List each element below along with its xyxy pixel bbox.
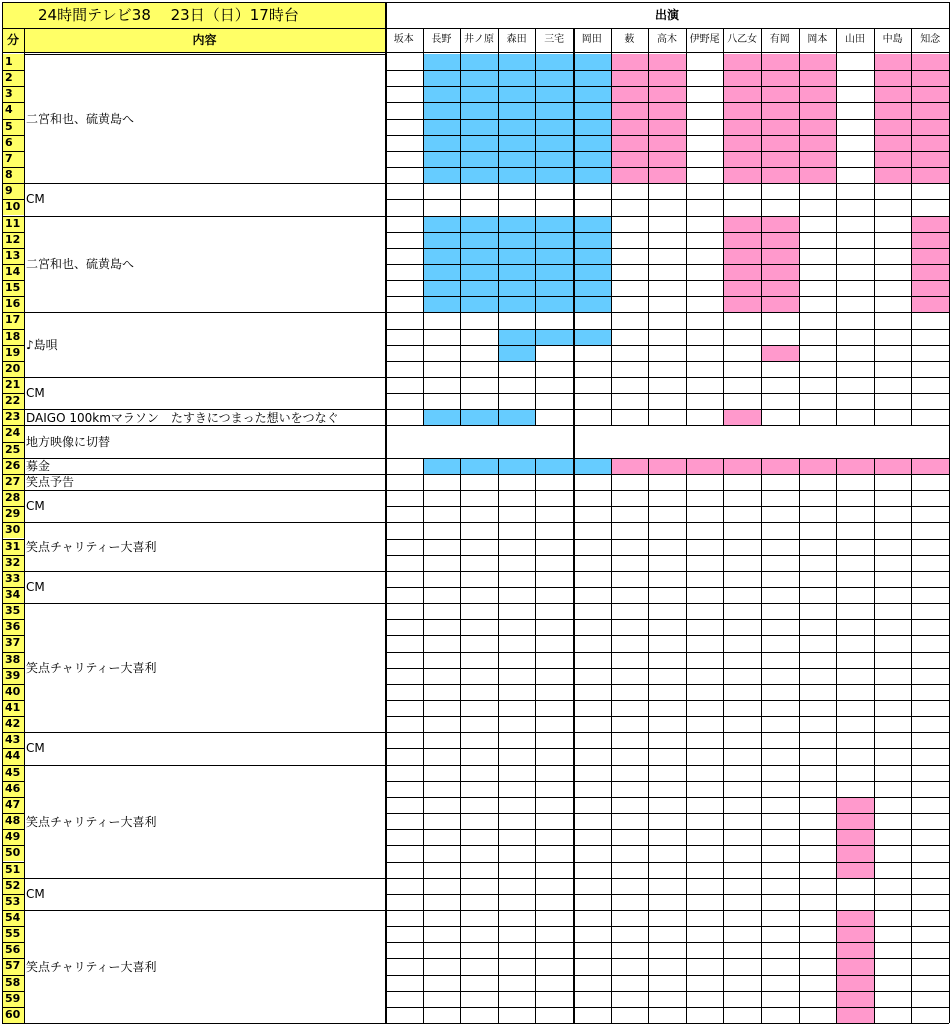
grid-line <box>385 280 949 281</box>
grid-line <box>385 506 949 507</box>
grid-line <box>385 377 949 378</box>
grid-line <box>535 28 536 425</box>
grid-line <box>2 280 24 281</box>
appearance-cell <box>423 458 461 474</box>
grid-line <box>385 619 949 620</box>
grid-line <box>2 571 24 572</box>
grid-line <box>2 135 24 136</box>
appearance-cell <box>686 458 724 474</box>
grid-line <box>24 409 385 410</box>
grid-line <box>2 748 24 749</box>
grid-line <box>385 1007 949 1008</box>
grid-line <box>498 458 499 1023</box>
appearance-cell <box>874 458 912 474</box>
grid-line <box>24 765 385 766</box>
grid-line <box>2 652 24 653</box>
minute-label: 18 <box>2 329 24 345</box>
grid-line <box>2 232 24 233</box>
grid-line <box>385 603 949 604</box>
grid-line <box>385 216 949 217</box>
minute-label: 50 <box>2 845 24 861</box>
grid-line <box>385 862 949 863</box>
appearance-cell <box>761 345 799 361</box>
program-segment: 募金 <box>24 458 385 474</box>
minute-label: 37 <box>2 635 24 651</box>
grid-line <box>2 684 24 685</box>
minute-label: 16 <box>2 296 24 312</box>
member-header-9: 伊野尾 <box>689 34 720 45</box>
grid-line <box>385 2 387 1023</box>
minute-label: 29 <box>2 506 24 522</box>
minute-label: 48 <box>2 813 24 829</box>
grid-line <box>686 458 687 1023</box>
grid-line <box>385 264 949 265</box>
grid-line <box>2 1007 24 1008</box>
member-header-11: 有岡 <box>769 34 790 45</box>
minute-label: 6 <box>2 135 24 151</box>
grid-line <box>385 522 949 523</box>
grid-line <box>723 458 724 1023</box>
member-header-6: 岡田 <box>581 34 602 45</box>
minute-label: 44 <box>2 748 24 764</box>
grid-line <box>686 28 687 425</box>
grid-line <box>2 216 24 217</box>
minute-label: 3 <box>2 86 24 102</box>
minute-label: 42 <box>2 716 24 732</box>
program-segment: 二宮和也、硫黄島へ <box>24 216 385 313</box>
grid-line <box>385 135 949 136</box>
minute-label: 41 <box>2 700 24 716</box>
minute-label: 12 <box>2 232 24 248</box>
minute-label: 8 <box>2 167 24 183</box>
grid-line <box>2 167 24 168</box>
grid-line <box>2 716 24 717</box>
minute-label: 43 <box>2 732 24 748</box>
grid-line <box>385 199 949 200</box>
grid-line <box>24 216 385 217</box>
grid-line <box>2 345 24 346</box>
grid-line <box>2 329 24 330</box>
grid-line <box>385 813 949 814</box>
minute-label: 55 <box>2 926 24 942</box>
minute-label: 23 <box>2 409 24 425</box>
member-header-7: 薮 <box>624 34 635 45</box>
member-header-5: 三宅 <box>544 34 565 45</box>
appearance-cell <box>648 458 686 474</box>
grid-line <box>723 28 724 425</box>
program-segment: ♪島唄 <box>24 312 385 377</box>
grid-line <box>24 571 385 572</box>
grid-line <box>2 700 24 701</box>
minute-label: 22 <box>2 393 24 409</box>
minute-label: 60 <box>2 1007 24 1023</box>
grid-line <box>2 409 24 410</box>
grid-line <box>2 603 24 604</box>
grid-line <box>2 361 24 362</box>
grid-line <box>2 490 24 491</box>
grid-line <box>385 151 949 152</box>
minute-label: 47 <box>2 797 24 813</box>
grid-line <box>2 635 24 636</box>
grid-line <box>385 345 949 346</box>
appearance-cell <box>573 329 611 345</box>
grid-line <box>24 425 385 426</box>
grid-line <box>24 603 385 604</box>
member-header-2: 長野 <box>431 34 452 45</box>
grid-line <box>423 28 424 425</box>
grid-line <box>2 813 24 814</box>
grid-line <box>2 183 24 184</box>
grid-line <box>423 458 424 1023</box>
appearance-cell <box>761 458 799 474</box>
grid-line <box>2 619 24 620</box>
grid-line <box>24 490 385 491</box>
grid-line <box>799 28 800 425</box>
minute-label: 28 <box>2 490 24 506</box>
grid-line <box>385 232 949 233</box>
appearance-cell <box>535 329 573 345</box>
minute-label: 19 <box>2 345 24 361</box>
minute-label: 15 <box>2 280 24 296</box>
minute-label: 52 <box>2 878 24 894</box>
grid-line <box>2 102 24 103</box>
grid-line <box>385 86 949 87</box>
grid-line <box>2 765 24 766</box>
grid-line <box>385 490 949 491</box>
minute-label: 27 <box>2 474 24 490</box>
program-segment: CM <box>24 183 385 215</box>
grid-line <box>2 926 24 927</box>
minute-label: 58 <box>2 975 24 991</box>
appearance-cell <box>498 409 536 425</box>
grid-line <box>799 458 800 1023</box>
grid-line <box>385 409 949 410</box>
grid-line <box>2 312 24 313</box>
program-segment: 笑点予告 <box>24 474 385 490</box>
program-segment: CM <box>24 732 385 764</box>
minute-label: 13 <box>2 248 24 264</box>
grid-line <box>385 393 949 394</box>
minute-label: 54 <box>2 910 24 926</box>
appearance-cell <box>799 458 837 474</box>
grid-line <box>385 975 949 976</box>
minute-label: 51 <box>2 862 24 878</box>
minute-label: 11 <box>2 216 24 232</box>
grid-line <box>535 458 536 1023</box>
member-header-12: 岡本 <box>807 34 828 45</box>
member-header-1: 坂本 <box>393 34 414 45</box>
minute-label: 21 <box>2 377 24 393</box>
minute-label: 35 <box>2 603 24 619</box>
grid-line <box>874 28 875 425</box>
grid-line <box>2 587 24 588</box>
grid-line <box>2 264 24 265</box>
content-column-header: 内容 <box>24 28 385 52</box>
minute-label: 40 <box>2 684 24 700</box>
appearance-cell <box>460 409 498 425</box>
appearance-cell <box>460 458 498 474</box>
minute-label: 25 <box>2 442 24 458</box>
grid-line <box>385 425 949 426</box>
minute-label: 33 <box>2 571 24 587</box>
grid-line <box>648 28 649 425</box>
member-header-3: 井ノ原 <box>463 34 494 45</box>
grid-line <box>385 652 949 653</box>
grid-line <box>385 668 949 669</box>
program-segment: CM <box>24 571 385 603</box>
program-segment: CM <box>24 490 385 522</box>
grid-line <box>24 474 385 475</box>
minute-label: 14 <box>2 264 24 280</box>
grid-line <box>911 28 912 425</box>
grid-line <box>2 458 24 459</box>
grid-line <box>836 28 837 425</box>
minute-label: 9 <box>2 183 24 199</box>
minute-label: 20 <box>2 361 24 377</box>
program-segment: DAIGO 100kmマラソン たすきにつまった想いをつなぐ <box>24 409 385 425</box>
grid-line <box>385 458 949 459</box>
grid-line <box>385 539 949 540</box>
grid-line <box>2 797 24 798</box>
appearance-cell <box>911 458 949 474</box>
grid-line <box>498 28 499 425</box>
minute-label: 24 <box>2 425 24 441</box>
grid-line <box>648 458 649 1023</box>
grid-line <box>385 894 949 895</box>
grid-line <box>24 910 385 911</box>
grid-line <box>385 555 949 556</box>
minute-label: 2 <box>2 70 24 86</box>
appearance-cell <box>611 458 649 474</box>
minute-label: 38 <box>2 652 24 668</box>
member-header-13: 山田 <box>844 34 865 45</box>
grid-line <box>385 183 949 184</box>
appearance-cell <box>423 409 461 425</box>
program-segment: 笑点チャリティー大喜利 <box>24 603 385 732</box>
grid-line <box>2 975 24 976</box>
grid-line <box>385 991 949 992</box>
minute-column-header: 分 <box>2 28 24 52</box>
grid-line <box>385 684 949 685</box>
minute-label: 31 <box>2 539 24 555</box>
minute-label: 26 <box>2 458 24 474</box>
minute-label: 10 <box>2 199 24 215</box>
grid-line <box>2 862 24 863</box>
grid-line <box>2 522 24 523</box>
minute-label: 5 <box>2 119 24 135</box>
appearance-cell <box>723 458 761 474</box>
grid-line <box>385 910 949 911</box>
minute-label: 46 <box>2 781 24 797</box>
grid-line <box>2 958 24 959</box>
grid-line <box>385 296 949 297</box>
grid-line <box>24 732 385 733</box>
program-segment: 笑点チャリティー大喜利 <box>24 522 385 570</box>
grid-line <box>761 458 762 1023</box>
member-header-4: 森田 <box>506 34 527 45</box>
minute-label: 53 <box>2 894 24 910</box>
minute-label: 57 <box>2 958 24 974</box>
grid-line <box>2 894 24 895</box>
member-header-8: 高木 <box>656 34 677 45</box>
grid-line <box>2 296 24 297</box>
grid-line <box>2 910 24 911</box>
grid-line <box>611 458 612 1023</box>
grid-line <box>385 571 949 572</box>
program-segment: 地方映像に切替 <box>24 425 949 457</box>
member-header-15: 知念 <box>920 34 941 45</box>
grid-line <box>385 765 949 766</box>
grid-line <box>385 942 949 943</box>
grid-line <box>385 312 949 313</box>
grid-line <box>2 199 24 200</box>
minute-label: 45 <box>2 765 24 781</box>
sheet-title: 24時間テレビ38 23日（日）17時台 <box>2 2 385 28</box>
grid-line <box>385 70 949 71</box>
grid-line <box>385 167 949 168</box>
minute-label: 30 <box>2 522 24 538</box>
grid-line <box>385 102 949 103</box>
grid-line <box>2 668 24 669</box>
grid-line <box>2 732 24 733</box>
minute-label: 49 <box>2 829 24 845</box>
grid-line <box>2 2 3 1023</box>
grid-line <box>2 942 24 943</box>
appearance-cell <box>723 409 761 425</box>
minute-label: 39 <box>2 668 24 684</box>
grid-line <box>24 458 385 459</box>
program-segment: 笑点チャリティー大喜利 <box>24 765 385 878</box>
grid-line <box>2 70 24 71</box>
grid-line <box>2 845 24 846</box>
grid-line <box>2 829 24 830</box>
appearance-cell <box>836 797 874 878</box>
minute-label: 4 <box>2 102 24 118</box>
appearance-cell <box>498 458 536 474</box>
grid-line <box>2 878 24 879</box>
appearance-cell <box>573 458 611 474</box>
grid-line <box>385 958 949 959</box>
grid-line <box>385 361 949 362</box>
grid-line <box>385 587 949 588</box>
grid-line <box>2 377 24 378</box>
appearance-cell <box>836 458 874 474</box>
grid-line <box>24 28 25 1023</box>
grid-line <box>2 555 24 556</box>
minute-label: 7 <box>2 151 24 167</box>
member-header-14: 中島 <box>882 34 903 45</box>
grid-line <box>2 151 24 152</box>
grid-line <box>836 458 837 1023</box>
grid-line <box>2 539 24 540</box>
grid-line <box>2 425 24 426</box>
grid-line <box>24 312 385 313</box>
grid-line <box>2 393 24 394</box>
grid-line <box>2 991 24 992</box>
minute-label: 34 <box>2 587 24 603</box>
grid-line <box>385 781 949 782</box>
program-segment: 笑点チャリティー大喜利 <box>24 910 385 1023</box>
grid-line <box>385 732 949 733</box>
grid-line <box>2 442 24 443</box>
grid-line <box>385 748 949 749</box>
grid-line <box>385 329 949 330</box>
minute-label: 17 <box>2 312 24 328</box>
grid-line <box>2 86 24 87</box>
grid-line <box>2 248 24 249</box>
grid-line <box>2 28 949 29</box>
grid-line <box>385 474 949 475</box>
minute-label: 36 <box>2 619 24 635</box>
grid-line <box>385 845 949 846</box>
grid-line <box>460 28 461 425</box>
program-segment: CM <box>24 377 385 409</box>
grid-line <box>2 474 24 475</box>
grid-line <box>24 183 385 184</box>
grid-line <box>2 2 949 3</box>
grid-line <box>2 52 949 53</box>
grid-line <box>24 878 385 879</box>
minute-label: 1 <box>2 54 24 70</box>
grid-line <box>573 28 575 1023</box>
grid-line <box>385 797 949 798</box>
grid-line <box>460 458 461 1023</box>
grid-line <box>385 716 949 717</box>
grid-line <box>2 781 24 782</box>
grid-line <box>385 926 949 927</box>
grid-line <box>911 458 912 1023</box>
grid-line <box>611 28 612 425</box>
minute-label: 32 <box>2 555 24 571</box>
grid-line <box>874 458 875 1023</box>
grid-line <box>24 377 385 378</box>
grid-line <box>385 829 949 830</box>
grid-line <box>24 54 385 55</box>
program-segment: CM <box>24 878 385 910</box>
grid-line <box>385 635 949 636</box>
grid-line <box>761 28 762 425</box>
grid-line <box>385 119 949 120</box>
grid-line <box>385 248 949 249</box>
member-header-10: 八乙女 <box>727 34 758 45</box>
grid-line <box>385 878 949 879</box>
program-segment: 二宮和也、硫黄島へ <box>24 54 385 183</box>
grid-line <box>2 506 24 507</box>
minute-label: 56 <box>2 942 24 958</box>
performers-header: 出演 <box>385 2 949 28</box>
appearance-cell <box>535 458 573 474</box>
grid-line <box>385 700 949 701</box>
grid-line <box>24 522 385 523</box>
grid-line <box>2 119 24 120</box>
minute-label: 59 <box>2 991 24 1007</box>
